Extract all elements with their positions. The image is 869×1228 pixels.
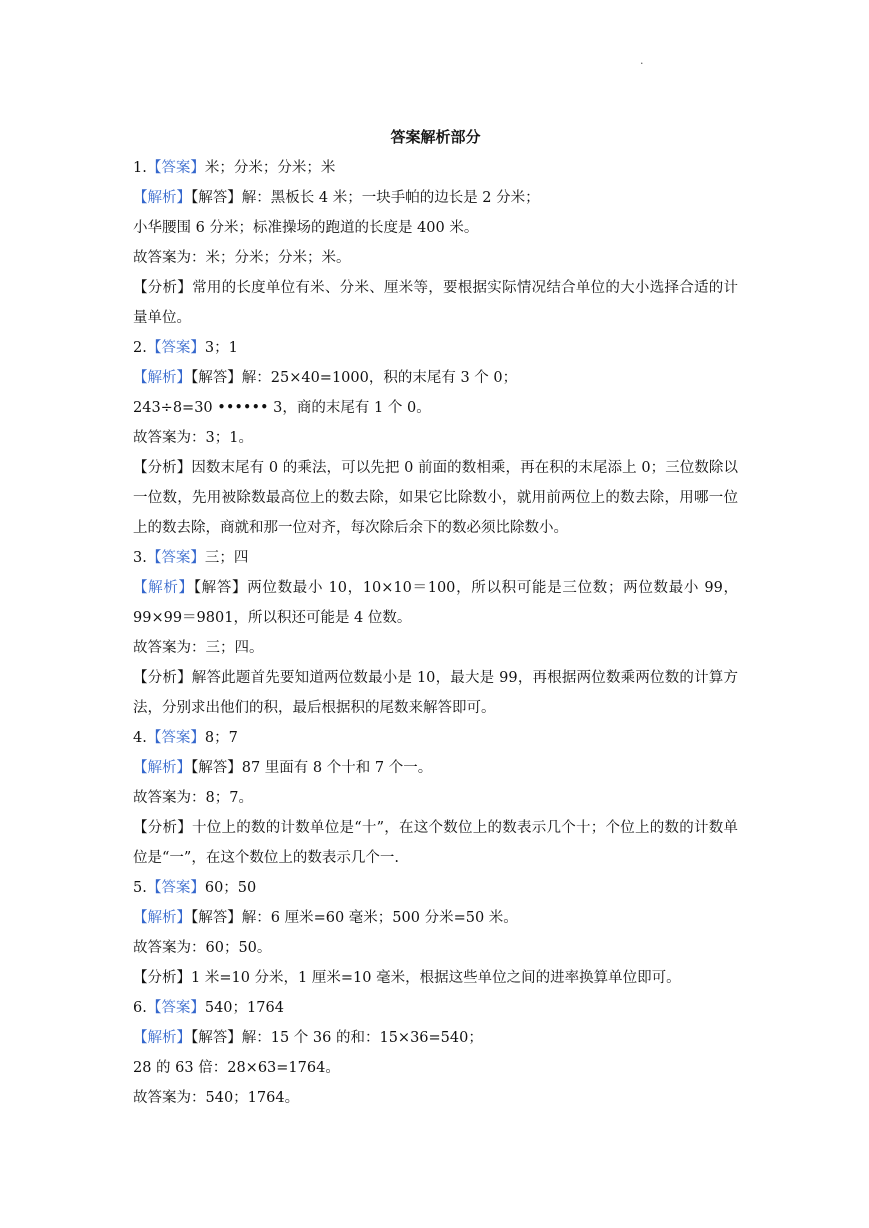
solution-text: 解：黑板长 4 米；一块手帕的边长是 2 分米； <box>241 190 540 206</box>
answer-tag: 【答案】 <box>146 880 205 896</box>
answer-tag: 【答案】 <box>146 1000 205 1016</box>
solution-text: 小华腰围 6 分米；标准操场的跑道的长度是 400 米。 <box>133 220 479 236</box>
q4-answer-line <box>133 723 738 753</box>
q4-analysis <box>133 813 738 873</box>
q4-solution-line <box>133 753 738 783</box>
q2-analysis <box>133 453 738 543</box>
answer-tag: 【答案】 <box>146 340 205 356</box>
solution-conclusion: 故答案为：三；四。 <box>133 640 264 656</box>
analysis-tag: 【解析】 <box>133 1030 191 1046</box>
solution-conclusion: 故答案为：60；50。 <box>133 940 272 956</box>
solution-text: 28 的 63 倍：28×63=1764。 <box>133 1060 340 1076</box>
analysis-tag: 【解析】 <box>133 760 191 776</box>
q5-solution-line <box>133 903 738 933</box>
q1-analysis <box>133 273 738 333</box>
analysis-tag: 【解析】 <box>133 580 194 596</box>
solve-tag: 【解答】 <box>191 910 242 926</box>
solve-tag: 【解答】 <box>191 370 242 386</box>
analysis-tag: 【解析】 <box>133 190 191 206</box>
fenxi-tag: 【分析】 <box>133 460 192 476</box>
q5-answer-line <box>133 873 738 903</box>
solution-text: 两位数最小 10，10×10＝100，所以积可能是三位数；两位数最小 99，99×99＝9801，所以积还可能是 4 位数。 <box>133 580 738 626</box>
q6-answer-line <box>133 993 738 1023</box>
analysis-text: 常用的长度单位有米、分米、厘米等，要根据实际情况结合单位的大小选择合适的计量单位。 <box>133 280 739 326</box>
question-number: 1. <box>133 160 147 176</box>
q3-answer-line <box>133 543 738 573</box>
fenxi-tag: 【分析】 <box>133 670 192 686</box>
q1-answer-line <box>133 153 738 183</box>
question-number: 6. <box>133 1000 147 1016</box>
analysis-text: 1 米=10 分米，1 厘米=10 毫米，根据这些单位之间的进率换算单位即可。 <box>191 970 681 986</box>
question-number: 4. <box>133 730 147 746</box>
solve-tag: 【解答】 <box>191 1030 242 1046</box>
answer-text: 3；1 <box>204 340 238 356</box>
solution-text: 解：6 厘米=60 毫米；500 分米=50 米。 <box>241 910 518 926</box>
answer-tag: 【答案】 <box>146 730 205 746</box>
fenxi-tag: 【分析】 <box>133 280 193 296</box>
page-header-dot: . <box>640 54 644 67</box>
fenxi-tag: 【分析】 <box>133 970 191 986</box>
section-title: 答案解析部分 <box>390 128 481 146</box>
answer-text: 三；四 <box>204 550 249 566</box>
solution-conclusion: 故答案为：8；7。 <box>133 790 253 806</box>
answer-text: 60；50 <box>204 880 257 896</box>
solve-tag: 【解答】 <box>191 760 242 776</box>
question-number: 2. <box>133 340 147 356</box>
analysis-tag: 【解析】 <box>133 910 191 926</box>
q2-answer-line <box>133 333 738 363</box>
analysis-text: 十位上的数的计数单位是“十”，在这个数位上的数表示几个十；个位上的数的计数单位是“一”，在这个数位上的数表示几个一. <box>133 820 739 866</box>
q3-analysis <box>133 663 738 723</box>
q5-analysis <box>133 963 738 993</box>
analysis-text: 因数末尾有 0 的乘法，可以先把 0 前面的数相乘，再在积的末尾添上 0；三位数除以一位数，先用被除数最高位上的数去除，如果它比除数小，就用前两位上的数去除，用哪一位上的数去除，商就和那一位对齐，每次除后余下的数必须比除数小。 <box>133 460 738 536</box>
answer-text: 540；1764 <box>204 1000 284 1016</box>
solve-tag: 【解答】 <box>193 580 248 596</box>
answer-section <box>133 122 738 1113</box>
analysis-text: 解答此题首先要知道两位数最小是 10，最大是 99，再根据两位数乘两位数的计算方法，分别求出他们的积，最后根据积的尾数来解答即可。 <box>133 670 739 716</box>
question-number: 5. <box>133 880 147 896</box>
answer-tag: 【答案】 <box>146 550 205 566</box>
solution-conclusion: 故答案为：米；分米；分米；米。 <box>133 250 351 266</box>
q6-solution-line <box>133 1023 738 1053</box>
analysis-tag: 【解析】 <box>133 370 191 386</box>
solve-tag: 【解答】 <box>191 190 242 206</box>
answer-text: 米；分米；分米；米 <box>204 160 336 176</box>
question-number: 3. <box>133 550 147 566</box>
solution-text: 解：15 个 36 的和：15×36=540； <box>241 1030 483 1046</box>
solution-conclusion: 故答案为：3；1。 <box>133 430 253 446</box>
q2-solution-line <box>133 363 738 393</box>
solution-text: 解：25×40=1000，积的末尾有 3 个 0； <box>241 370 518 386</box>
solution-text: 87 里面有 8 个十和 7 个一。 <box>241 760 433 776</box>
q3-solution-line <box>133 573 738 633</box>
answer-text: 8；7 <box>204 730 238 746</box>
solution-text: 243÷8=30 •••••• 3，商的末尾有 1 个 0。 <box>133 400 431 416</box>
q1-solution-line <box>133 183 738 213</box>
fenxi-tag: 【分析】 <box>133 820 192 836</box>
solution-conclusion: 故答案为：540；1764。 <box>133 1090 300 1106</box>
answer-tag: 【答案】 <box>146 160 205 176</box>
